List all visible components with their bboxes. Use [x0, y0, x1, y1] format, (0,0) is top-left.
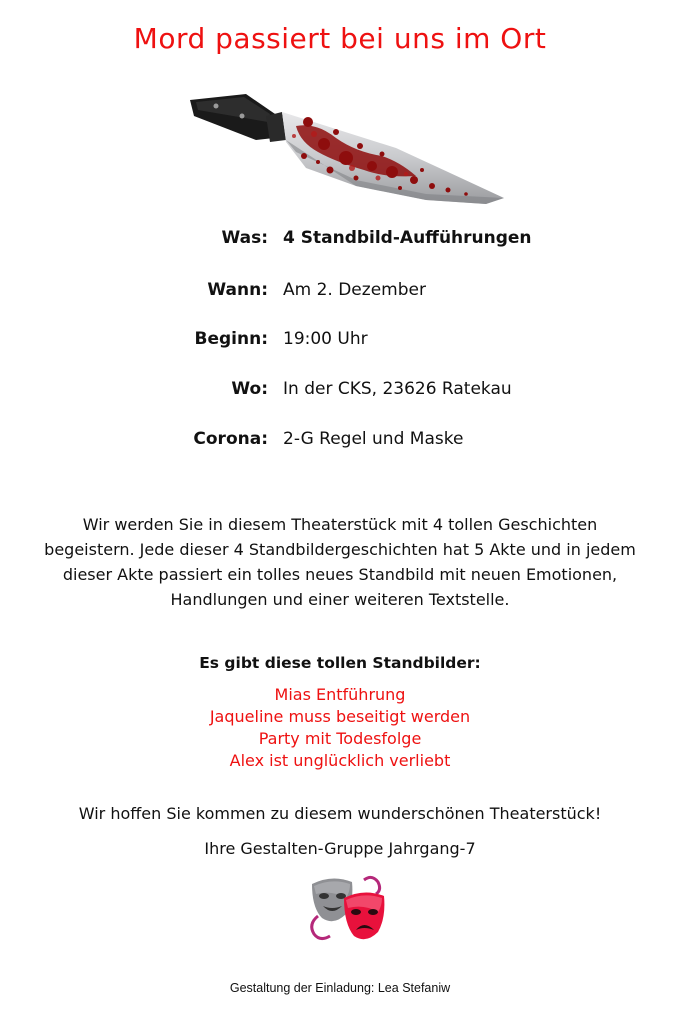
- detail-value: Am 2. Dezember: [283, 280, 426, 300]
- intro-line: dieser Akte passiert ein tolles neues Standbild mit neuen Emotionen,: [62, 565, 618, 584]
- detail-value: 19:00 Uhr: [283, 329, 368, 349]
- list-item: Alex ist unglücklich verliebt: [229, 751, 451, 770]
- list-item: Mias Entführung: [274, 685, 406, 704]
- detail-row-wo: [0, 379, 680, 409]
- standbilder-heading: Es gibt diese tollen Standbilder:: [199, 654, 481, 672]
- detail-row-corona: [0, 429, 680, 459]
- detail-label: Beginn:: [194, 329, 268, 349]
- detail-label: Wann:: [207, 280, 268, 300]
- detail-value: 2-G Regel und Maske: [283, 429, 464, 449]
- list-item: Jaqueline muss beseitigt werden: [209, 707, 471, 726]
- bloody-knife-icon: [186, 82, 506, 212]
- intro-line: Wir werden Sie in diesem Theaterstück mit 4 tollen Geschichten: [82, 515, 598, 534]
- detail-row-wann: [0, 280, 680, 310]
- detail-row-beginn: [0, 329, 680, 359]
- detail-label: Was:: [221, 228, 268, 248]
- intro-line: Handlungen und einer weiteren Textstelle.: [170, 590, 510, 609]
- detail-row-was: [0, 228, 680, 258]
- credit-footer: Gestaltung der Einladung: Lea Stefaniw: [229, 981, 451, 995]
- closing-text: Wir hoffen Sie kommen zu diesem wunderschönen Theaterstück!: [78, 804, 602, 823]
- page-title: Mord passiert bei uns im Ort: [133, 22, 547, 55]
- detail-value: 4 Standbild-Aufführungen: [283, 228, 532, 248]
- signature: Ihre Gestalten-Gruppe Jahrgang-7: [204, 839, 476, 858]
- theater-masks-icon: [306, 872, 390, 948]
- detail-value: In der CKS, 23626 Ratekau: [283, 379, 512, 399]
- intro-line: begeistern. Jede dieser 4 Standbildergeschichten hat 5 Akte und in jedem: [44, 540, 636, 559]
- detail-label: Wo:: [231, 379, 268, 399]
- standbilder-list: [0, 684, 680, 772]
- intro-paragraph: [40, 512, 640, 612]
- list-item: Party mit Todesfolge: [258, 729, 422, 748]
- detail-label: Corona:: [193, 429, 268, 449]
